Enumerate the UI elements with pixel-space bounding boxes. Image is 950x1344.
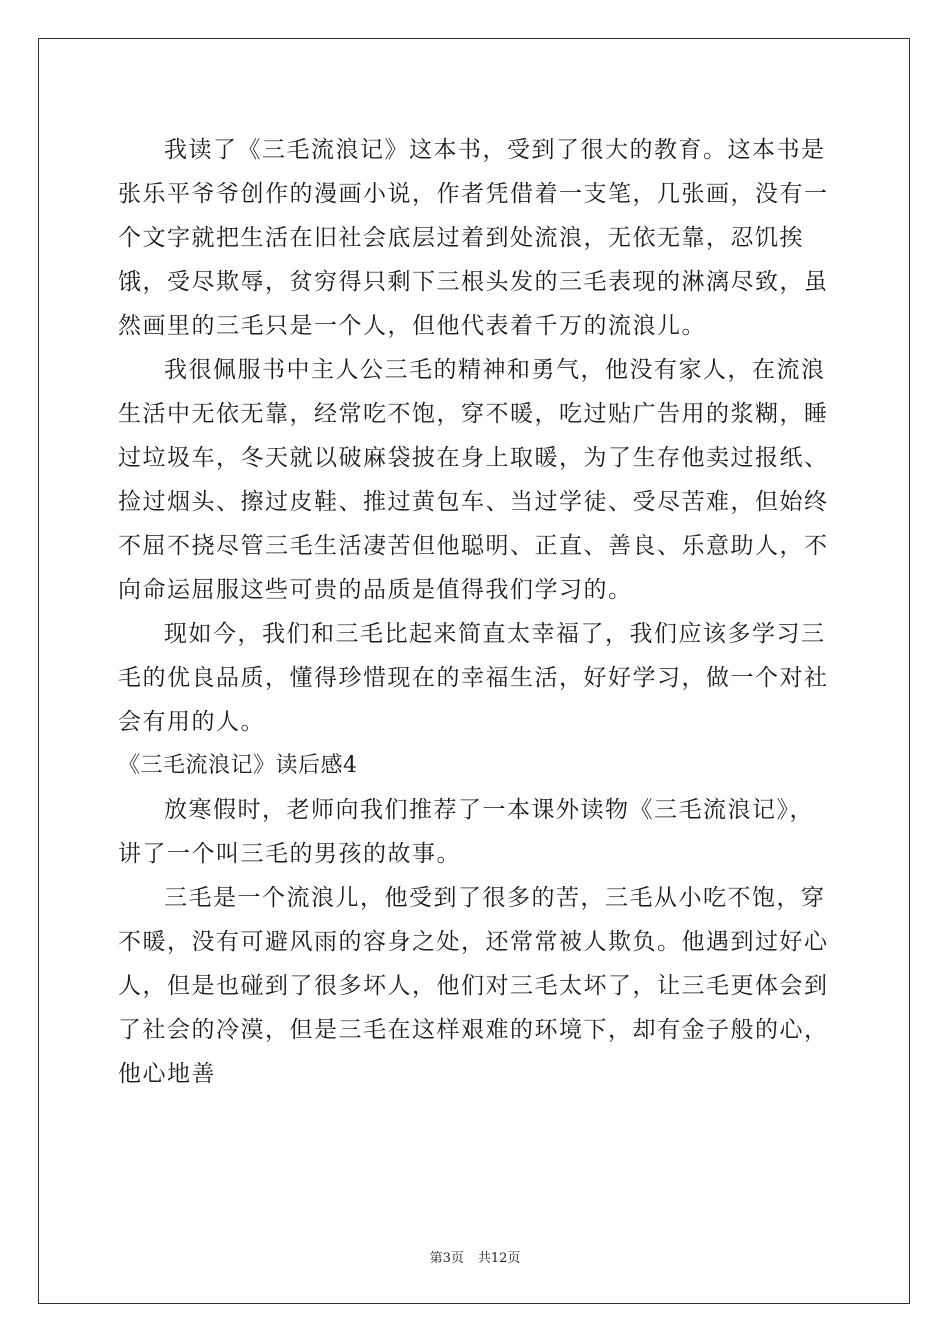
document-body <box>118 128 832 1096</box>
paragraph: 三毛是一个流浪儿，他受到了很多的苦，三毛从小吃不饱，穿不暖，没有可避风雨的容身之处，还常常被人欺负。他遇到过好心人，但是也碰到了很多坏人，他们对三毛太坏了，让三毛更体会到了社会的冷漠，但是三毛在这样艰难的环境下，却有金子般的心，他心地善 <box>118 885 829 1087</box>
section-heading: 《三毛流浪记》读后感4 <box>118 753 358 778</box>
paragraph: 我读了《三毛流浪记》这本书，受到了很大的教育。这本书是张乐平爷爷创作的漫画小说，作者凭借着一支笔，几张画，没有一个文字就把生活在旧社会底层过着到处流浪，无依无靠，忍饥挨饿，受尽欺辱，贫穷得只剩下三根头发的三毛表现的淋漓尽致，虽然画里的三毛只是一个人，但他代表着千万的流浪儿。 <box>118 137 829 339</box>
paragraph: 现如今，我们和三毛比起来简直太幸福了，我们应该多学习三毛的优良品质，懂得珍惜现在的幸福生活，好好学习，做一个对社会有用的人。 <box>118 621 829 735</box>
page-total: 共12页 <box>477 1251 521 1266</box>
paragraph: 放寒假时，老师向我们推荐了一本课外读物《三毛流浪记》，讲了一个叫三毛的男孩的故事。 <box>118 797 814 867</box>
page-number: 第3页 <box>429 1251 464 1266</box>
paragraph: 我很佩服书中主人公三毛的精神和勇气，他没有家人，在流浪生活中无依无靠，经常吃不饱，穿不暖，吃过贴广告用的浆糊，睡过垃圾车，冬天就以破麻袋披在身上取暖，为了生存他卖过报纸、捡过烟头、擦过皮鞋、推过黄包车、当过学徒、受尽苦难，但始终不屈不挠尽管三毛生活凄苦但他聪明、正直、善良、乐意助人，不向命运屈服这些可贵的品质是值得我们学习的。 <box>118 357 829 603</box>
page-footer <box>0 1247 950 1266</box>
